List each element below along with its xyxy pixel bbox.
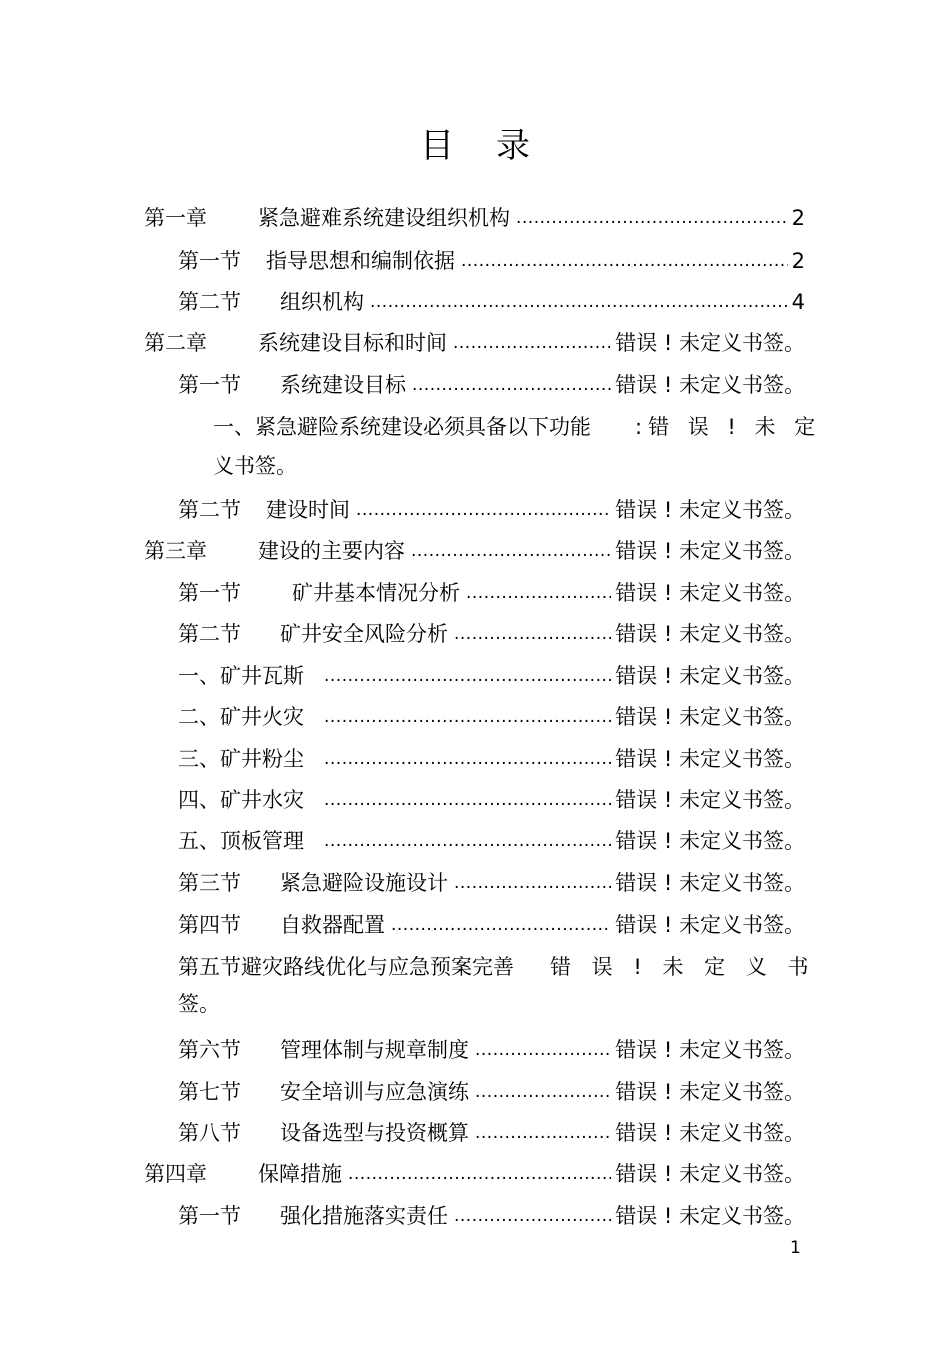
toc-entry[interactable] [178,495,805,525]
toc-entry[interactable] [178,1201,805,1231]
toc-leader [412,373,611,397]
toc-entry[interactable] [178,578,805,608]
toc-entry[interactable] [178,785,805,815]
toc-leader [516,206,788,230]
toc-page: 错误 ! 未定义书签。 [615,498,805,522]
toc-leader [475,1038,611,1062]
toc-entry[interactable] [178,1118,805,1148]
toc-leader [391,913,611,937]
toc-entry[interactable] [178,370,805,400]
toc-title: 管理体制与规章制度 [280,1038,469,1062]
toc-page: 错误 ! 未定义书签。 [615,331,805,355]
toc-leader [324,788,611,812]
toc-page: 错误 ! 未定义书签。 [615,913,805,937]
toc-page: 错误 ! 未定义书签。 [615,1121,805,1145]
toc-title: 矿井水灾 [220,788,304,812]
toc-label: 四、 [178,788,220,812]
toc-label: 三、 [178,747,220,771]
toc-entry[interactable] [178,661,805,691]
toc-entry[interactable] [144,1159,805,1189]
toc-page: 错误 ! 未定义书签。 [615,1080,805,1104]
toc-title: 紧急避险设施设计 [280,871,448,895]
toc-label: 第一章 [144,206,207,230]
toc-title: 强化措施落实责任 [280,1204,448,1228]
toc-label: 二、 [178,705,220,729]
toc-leader [454,1204,611,1228]
toc-page: 错误 ! 未定义书签。 [615,664,805,688]
toc-title: 避灾路线优化与应急预案完善 [241,955,514,979]
toc-label: 一、 [213,415,255,439]
toc-leader [324,747,611,771]
toc-title: 矿井安全风险分析 [280,622,448,646]
toc-page: 错误 ! 未定义书签。 [615,1038,805,1062]
toc-label: 第一节 [178,1204,241,1228]
title-char-2: 录 [496,126,530,166]
toc-leader [324,664,611,688]
toc-leader [475,1121,611,1145]
toc-title: 自救器配置 [280,913,385,937]
toc-label: 第一节 [178,581,241,605]
toc-leader [370,290,788,314]
toc-label: 第二节 [178,290,241,314]
toc-entry[interactable] [178,1077,805,1107]
toc-label: 第七节 [178,1080,241,1104]
toc-page: 错误 ! 未定义书签。 [615,829,805,853]
toc-label: 第二节 [178,622,241,646]
page-number: 1 [790,1238,801,1258]
toc-leader [454,871,611,895]
toc-label: 第三章 [144,539,207,563]
toc-page: 错误 ! 未定义书签。 [615,622,805,646]
toc-label: 第三节 [178,871,241,895]
toc-leader [466,581,611,605]
toc-page: 错误 ! 未定义书签。 [615,871,805,895]
toc-title: 建设的主要内容 [258,539,405,563]
toc-entry[interactable] [178,868,805,898]
toc-leader [453,331,611,355]
toc-leader [454,622,611,646]
toc-entry[interactable] [178,910,805,940]
toc-label: 第五节 [178,955,241,979]
title-char-1: 目 [420,126,454,166]
toc-title: 系统建设目标 [280,373,406,397]
toc-page: 错误 ! 未定义书签。 [615,373,805,397]
toc-title: 矿井火灾 [220,705,304,729]
toc-title: 矿井瓦斯 [220,664,304,688]
toc-page: 错误 ! 未定义书签。 [615,705,805,729]
toc-leader [461,249,788,273]
toc-title: 安全培训与应急演练 [280,1080,469,1104]
toc-title: 矿井基本情况分析 [292,581,460,605]
toc-title: 紧急避难系统建设组织机构 [258,206,510,230]
toc-entry[interactable] [178,826,805,856]
toc-page: 错误 ! 未定义书签。 [615,747,805,771]
toc-page: 错误 ! 未定义书签。 [615,788,805,812]
toc-page: 错误 ! 未定义书签。 [615,581,805,605]
toc-entry[interactable] [178,952,816,982]
toc-title: 紧急避险系统建设必须具备以下功能 [255,415,591,439]
toc-title: 组织机构 [280,290,364,314]
toc-leader [324,705,611,729]
toc-entry[interactable] [178,246,805,276]
toc-page: 4 [791,290,805,314]
toc-entry[interactable] [213,412,822,442]
toc-label: 第四章 [144,1162,207,1186]
toc-label: 第二章 [144,331,207,355]
toc-leader [411,539,611,563]
toc-entry[interactable] [144,203,805,233]
toc-title: 保障措施 [258,1162,342,1186]
toc-title: 系统建设目标和时间 [258,331,447,355]
toc-leader [356,498,611,522]
toc-page: 2 [791,249,805,273]
toc-page: 2 [791,206,805,230]
toc-entry-continuation: 签。 [178,992,220,1016]
toc-entry[interactable] [178,744,805,774]
toc-leader [348,1162,611,1186]
toc-label: 第八节 [178,1121,241,1145]
toc-title: 设备选型与投资概算 [280,1121,469,1145]
toc-label: 第四节 [178,913,241,937]
toc-leader [324,829,611,853]
toc-page: 错误 ! 未定义书签。 [615,539,805,563]
toc-label: 第一节 [178,373,241,397]
toc-label: 一、 [178,664,220,688]
toc-entry[interactable] [178,287,805,317]
toc-title: 矿井粉尘 [220,747,304,771]
toc-entry-continuation: 义书签。 [213,454,297,478]
toc-entry[interactable] [178,619,805,649]
toc-label: 第六节 [178,1038,241,1062]
toc-title: 顶板管理 [220,829,304,853]
toc-title: 建设时间 [266,498,350,522]
toc-leader [475,1080,611,1104]
toc-page: :错 误 ! 未 定 [635,415,822,439]
toc-label: 第一节 [178,249,241,273]
toc-label: 五、 [178,829,220,853]
toc-title: 指导思想和编制依据 [266,249,455,273]
toc-label: 第二节 [178,498,241,522]
toc-page: 错误 ! 未定义书签。 [615,1162,805,1186]
toc-page: 错误 ! 未定义书签。 [615,1204,805,1228]
toc-page: 错 误 ! 未 定 义 书 [550,955,816,979]
toc-entry[interactable] [178,1035,805,1065]
toc-entry[interactable] [178,702,805,732]
toc-entry[interactable] [144,536,805,566]
toc-entry[interactable] [144,328,805,358]
